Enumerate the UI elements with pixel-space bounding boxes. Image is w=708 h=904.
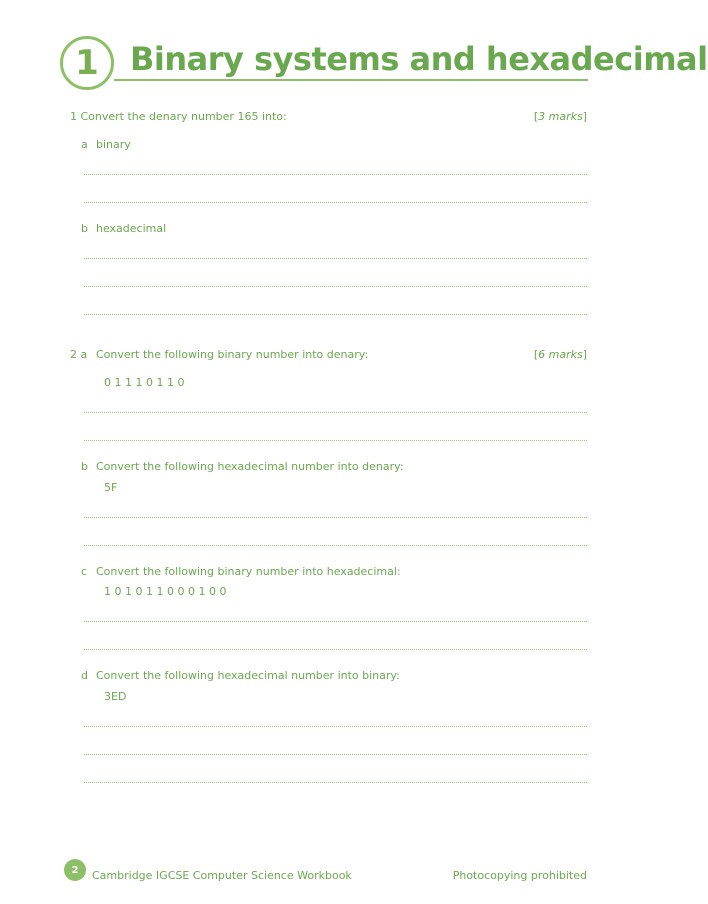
q2b-text: Convert the following hexadecimal number into denary:	[96, 460, 404, 473]
q1a-label: a	[81, 138, 88, 151]
q2b-value: 5F	[104, 481, 118, 494]
chapter-title: Binary systems and hexadecimal	[130, 40, 708, 78]
footer-notice: Photocopying prohibited	[452, 869, 587, 882]
q2d-value: 3ED	[104, 690, 127, 703]
marks-open-bracket: [	[533, 348, 539, 361]
answer-line[interactable]	[84, 258, 587, 259]
page-number-badge	[64, 859, 86, 881]
question-2-marks	[534, 348, 587, 362]
answer-line[interactable]	[84, 621, 587, 622]
footer-book-title: Cambridge IGCSE Computer Science Workbook	[92, 869, 352, 882]
marks-value: 3 marks	[538, 110, 583, 123]
q1b-text: hexadecimal	[96, 222, 167, 235]
answer-line[interactable]	[84, 517, 587, 518]
answer-line[interactable]	[84, 545, 587, 546]
answer-line[interactable]	[84, 174, 587, 175]
q2b-label: b	[81, 460, 88, 473]
answer-line[interactable]	[84, 202, 587, 203]
q2a-value: 0 1 1 1 0 1 1 0	[104, 376, 185, 389]
answer-line[interactable]	[84, 782, 587, 783]
q2c-value: 1 0 1 0 1 1 0 0 0 1 0 0	[104, 585, 227, 598]
q2d-label: d	[81, 669, 88, 682]
marks-close-bracket: ]	[582, 110, 587, 123]
marks-value: 6 marks	[538, 348, 583, 361]
answer-line[interactable]	[84, 440, 587, 441]
q2a-text: Convert the following binary number into denary:	[96, 348, 369, 361]
question-1-text: 1 Convert the denary number 165 into:	[70, 110, 287, 123]
q2c-label: c	[81, 565, 88, 578]
answer-line[interactable]	[84, 314, 587, 315]
answer-line[interactable]	[84, 412, 587, 413]
chapter-number: 1	[75, 43, 99, 83]
question-2-label: 2 a	[70, 348, 88, 361]
chapter-number-badge	[60, 36, 114, 90]
q2c-text: Convert the following binary number into hexadecimal:	[96, 565, 401, 578]
q1b-label: b	[81, 222, 88, 235]
answer-line[interactable]	[84, 649, 587, 650]
question-1-marks	[534, 110, 587, 124]
answer-line[interactable]	[84, 726, 587, 727]
q1a-text: binary	[96, 138, 131, 151]
marks-close-bracket: ]	[582, 348, 587, 361]
marks-open-bracket: [	[533, 110, 539, 123]
answer-line[interactable]	[84, 754, 587, 755]
q2d-text: Convert the following hexadecimal number into binary:	[96, 669, 400, 682]
answer-line[interactable]	[84, 286, 587, 287]
title-underline	[114, 79, 588, 81]
page-number: 2	[71, 864, 79, 876]
